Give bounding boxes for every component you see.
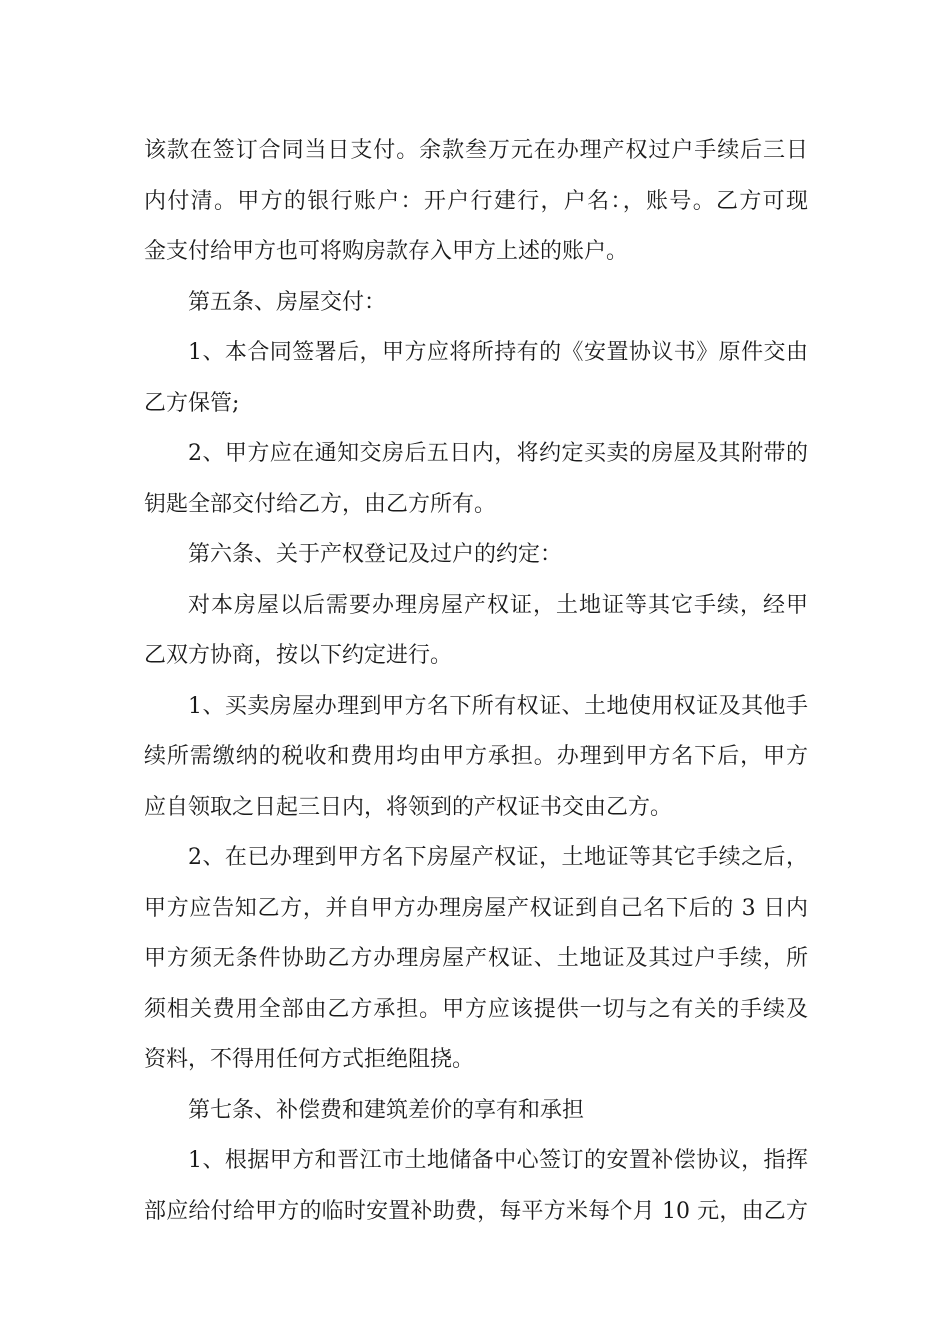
text-line: 应自领取之日起三日内，将领到的产权证书交由乙方。 bbox=[144, 794, 673, 820]
text-line: 该款在签订合同当日支付。余款叁万元在办理产权过户手续后三日 bbox=[144, 138, 808, 163]
text-line: 乙方保管; bbox=[144, 390, 240, 416]
text-line: 2、甲方应在通知交房后五日内，将约定买卖的房屋及其附带的 bbox=[188, 441, 808, 466]
section-heading: 第五条、房屋交付： bbox=[188, 289, 387, 315]
text-line: 续所需缴纳的税收和费用均由甲方承担。办理到甲方名下后，甲方 bbox=[144, 744, 808, 769]
section-heading: 第七条、补偿费和建筑差价的享有和承担 bbox=[188, 1097, 585, 1123]
text-line: 资料，不得用任何方式拒绝阻挠。 bbox=[144, 1047, 475, 1072]
text-line: 金支付给甲方也可将购房款存入甲方上述的账户。 bbox=[144, 239, 629, 264]
text-line: 1、根据甲方和晋江市土地储备中心签订的安置补偿协议，指挥 bbox=[188, 1148, 808, 1173]
text-line: 2、在已办理到甲方名下房屋产权证，土地证等其它手续之后， bbox=[188, 845, 808, 870]
text-line: 甲方须无条件协助乙方办理房屋产权证、土地证及其过户手续，所 bbox=[144, 946, 808, 971]
text-line: 钥匙全部交付给乙方，由乙方所有。 bbox=[144, 491, 497, 517]
document-body bbox=[144, 126, 808, 1237]
text-line: 须相关费用全部由乙方承担。甲方应该提供一切与之有关的手续及 bbox=[144, 996, 808, 1022]
text-line: 内付清。甲方的银行账户：开户行建行，户名：，账号。乙方可现 bbox=[144, 188, 808, 214]
text-line: 1、本合同签署后，甲方应将所持有的《安置协议书》原件交由 bbox=[188, 340, 808, 365]
text-line: 1、买卖房屋办理到甲方名下所有权证、土地使用权证及其他手 bbox=[188, 693, 808, 719]
text-line: 乙双方协商，按以下约定进行。 bbox=[144, 643, 453, 668]
text-line: 对本房屋以后需要办理房屋产权证，土地证等其它手续，经甲 bbox=[188, 592, 808, 618]
text-line: 部应给付给甲方的临时安置补助费，每平方米每个月 10 元，由乙方 bbox=[144, 1198, 808, 1224]
text-line: 甲方应告知乙方，并自甲方办理房屋产权证到自己名下后的 3 日内 bbox=[144, 895, 808, 921]
section-heading: 第六条、关于产权登记及过户的约定： bbox=[188, 542, 563, 567]
